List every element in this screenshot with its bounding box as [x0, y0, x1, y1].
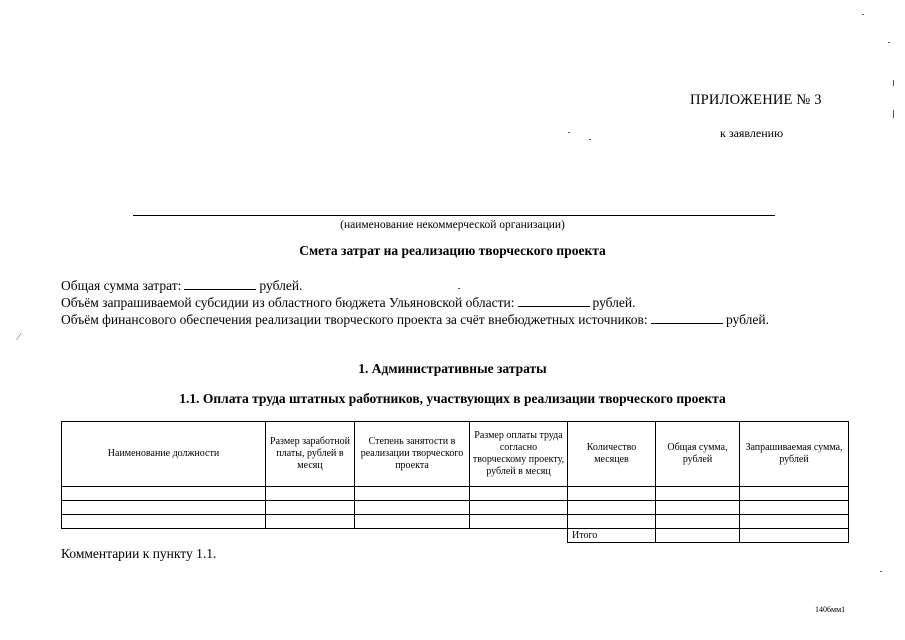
table-cell[interactable]: [266, 515, 355, 529]
total-sum-cell[interactable]: [656, 529, 740, 543]
extrabudget-blank: [651, 311, 723, 324]
table-cell[interactable]: [656, 487, 740, 501]
col-header-position: Наименование должности: [62, 422, 266, 487]
scan-speck: [888, 42, 890, 43]
comment-label: Комментарии к пункту 1.1.: [61, 546, 217, 561]
total-costs-unit: рублей.: [259, 278, 303, 293]
table-cell[interactable]: [355, 501, 470, 515]
table-total-row: [62, 529, 849, 543]
table-cell[interactable]: [355, 487, 470, 501]
subsidy-label: Объём запрашиваемой субсидии из областного бюджета Ульяновской области:: [61, 295, 515, 310]
extrabudget-label: Объём финансового обеспечения реализации творческого проекта за счёт внебюджетных источников:: [61, 312, 648, 327]
organization-name-line: [133, 215, 775, 216]
scan-speck: [893, 80, 894, 86]
scan-mark: ⁄: [18, 332, 20, 343]
document-title: Смета затрат на реализацию творческого проекта: [299, 243, 606, 258]
table-row: [62, 515, 849, 529]
total-costs-line: [61, 277, 848, 294]
table-cell[interactable]: [568, 501, 656, 515]
col-header-months: Количество месяцев: [568, 422, 656, 487]
subsidy-line: [61, 294, 848, 311]
total-costs-blank: [184, 277, 256, 290]
page-code: 1406мм1: [815, 605, 846, 614]
table-cell[interactable]: [568, 515, 656, 529]
table-cell[interactable]: [470, 487, 568, 501]
table-cell[interactable]: [656, 515, 740, 529]
section-1-1-heading: 1.1. Оплата труда штатных работников, участвующих в реализации творческого проекта: [179, 391, 726, 406]
table-cell[interactable]: [62, 515, 266, 529]
extrabudget-unit: рублей.: [725, 312, 769, 327]
section-1-heading: 1. Административные затраты: [358, 361, 547, 376]
total-costs-label: Общая сумма затрат:: [61, 278, 182, 293]
table-cell[interactable]: [62, 487, 266, 501]
scan-speck: [893, 110, 894, 118]
table-cell[interactable]: [355, 515, 470, 529]
organization-caption: (наименование некоммерческой организации): [340, 219, 565, 231]
table-cell[interactable]: [470, 501, 568, 515]
table-cell[interactable]: [62, 501, 266, 515]
total-label: Итого: [568, 529, 656, 543]
table-cell[interactable]: [740, 501, 849, 515]
scan-speck: [568, 132, 570, 133]
scan-speck: [862, 14, 864, 15]
salary-costs-table: [61, 421, 849, 543]
appendix-subheading: к заявлению: [720, 126, 784, 140]
scan-speck: [880, 571, 882, 572]
table-cell[interactable]: [266, 501, 355, 515]
table-cell[interactable]: [470, 515, 568, 529]
col-header-employment-rate: Степень занятости в реализации творческого проекта: [355, 422, 470, 487]
total-row-spacer: [62, 529, 568, 543]
scan-speck: [589, 139, 591, 140]
col-header-project-pay: Размер оплаты труда согласно творческому проекту, рублей в месяц: [470, 422, 568, 487]
col-header-total-sum: Общая сумма, рублей: [656, 422, 740, 487]
subsidy-unit: рублей.: [592, 295, 636, 310]
table-row: [62, 487, 849, 501]
col-header-salary: Размер заработной платы, рублей в месяц: [266, 422, 355, 487]
scan-speck: [458, 288, 460, 289]
total-requested-cell[interactable]: [740, 529, 849, 543]
extrabudget-line: [61, 311, 848, 328]
appendix-heading: ПРИЛОЖЕНИЕ № 3: [690, 92, 822, 108]
table-row: [62, 501, 849, 515]
subsidy-blank: [518, 294, 590, 307]
table-header-row: [62, 422, 849, 487]
col-header-requested-sum: Запрашиваемая сумма, рублей: [740, 422, 849, 487]
table-cell[interactable]: [266, 487, 355, 501]
table-cell[interactable]: [740, 515, 849, 529]
table-cell[interactable]: [740, 487, 849, 501]
table-cell[interactable]: [568, 487, 656, 501]
table-cell[interactable]: [656, 501, 740, 515]
